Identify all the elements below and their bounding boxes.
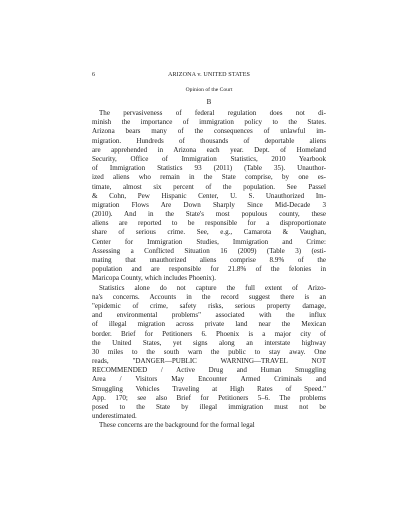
text-line: reads, "DANGER—PUBLIC WARNING—TRAVEL NOT [92,357,326,366]
text-line: "epidemic of crime, safety risks, serious property damage, [92,301,326,310]
text-line: of Immigration Statistics 93 (2011) (Table 35). Unauthor- [92,164,326,173]
opinion-page [92,72,326,431]
text-line: Center for Immigration Studies, Immigration and Crime: [92,237,326,246]
text-line: Arizona bears many of the consequences of unlawful im- [92,127,326,136]
section-heading: B [206,98,212,106]
paragraph [92,109,326,284]
text-line: population and are responsible for 21.8% of the felonies in [92,265,326,274]
text-line: underestimated. [92,412,137,421]
text-line: Smuggling Vehicles Traveling at High Rates of Speed." [92,384,326,393]
text-line: Statistics alone do not capture the full extent of Arizo- [99,283,326,292]
text-line: (2010). And in the State's most populous county, these [92,210,326,219]
text-line: aliens are reported to be responsible for a disproportionate [92,219,326,228]
opinion-body [92,109,326,431]
case-title: ARIZONA v. UNITED STATES [167,72,251,78]
text-line: na's concerns. Accounts in the record suggest there is an [92,292,326,301]
opinion-label: Opinion of the Court [185,87,233,93]
text-line: 30 miles to the south warn the public to stay away. One [92,347,326,356]
text-line: the United States, yet signs along an interstate highway [92,338,326,347]
paragraph [92,421,326,430]
text-line: Area / Visitors May Encounter Armed Criminals and [92,375,326,384]
text-line: Security, Office of Immigration Statistics, 2010 Yearbook [92,154,326,163]
text-line: posed to the State by illegal immigration must not be [92,403,326,411]
text-line: & Cohn, Pew Hispanic Center, U. S. Unauthorized Im- [92,191,326,200]
page-number: 6 [92,72,96,78]
text-line: Assessing a Conflicted Situation 16 (2009) (Table 3) (esti- [92,246,326,255]
text-line: of illegal migration across private land near the Mexican [92,320,326,329]
text-line: are apprehended in Arizona each year. Dept. of Homeland [92,145,326,154]
text-line: minish the importance of immigration policy to the States. [92,118,326,127]
text-line: share of serious crime. See, e.g., Camarota & Vaughan, [92,228,326,237]
text-line: ized aliens who remain in the State comprise, by one es- [92,173,326,182]
text-line: timate, almost six percent of the population. See Passel [92,182,326,191]
text-line: App. 170; see also Brief for Petitioners 5–6. The problems [92,393,326,402]
running-head [92,72,326,81]
paragraph [92,284,326,422]
text-line: Maricopa County, which includes Phoenix). [92,274,217,283]
text-line: mating that unauthorized aliens comprise 8.9% of the [92,256,326,264]
text-line: RECOMMENDED / Active Drug and Human Smuggling [92,366,326,375]
text-line: migration. Hundreds of thousands of deportable aliens [92,136,326,145]
text-line: and environmental problems" associated with the influx [92,311,326,320]
text-line: These concerns are the background for the formal legal [99,421,255,430]
text-line: The pervasiveness of federal regulation does not di- [99,109,326,117]
text-line: migration Flows Are Down Sharply Since Mid-Decade 3 [92,200,326,209]
text-line: border. Brief for Petitioners 6. Phoenix is a major city of [92,329,326,338]
